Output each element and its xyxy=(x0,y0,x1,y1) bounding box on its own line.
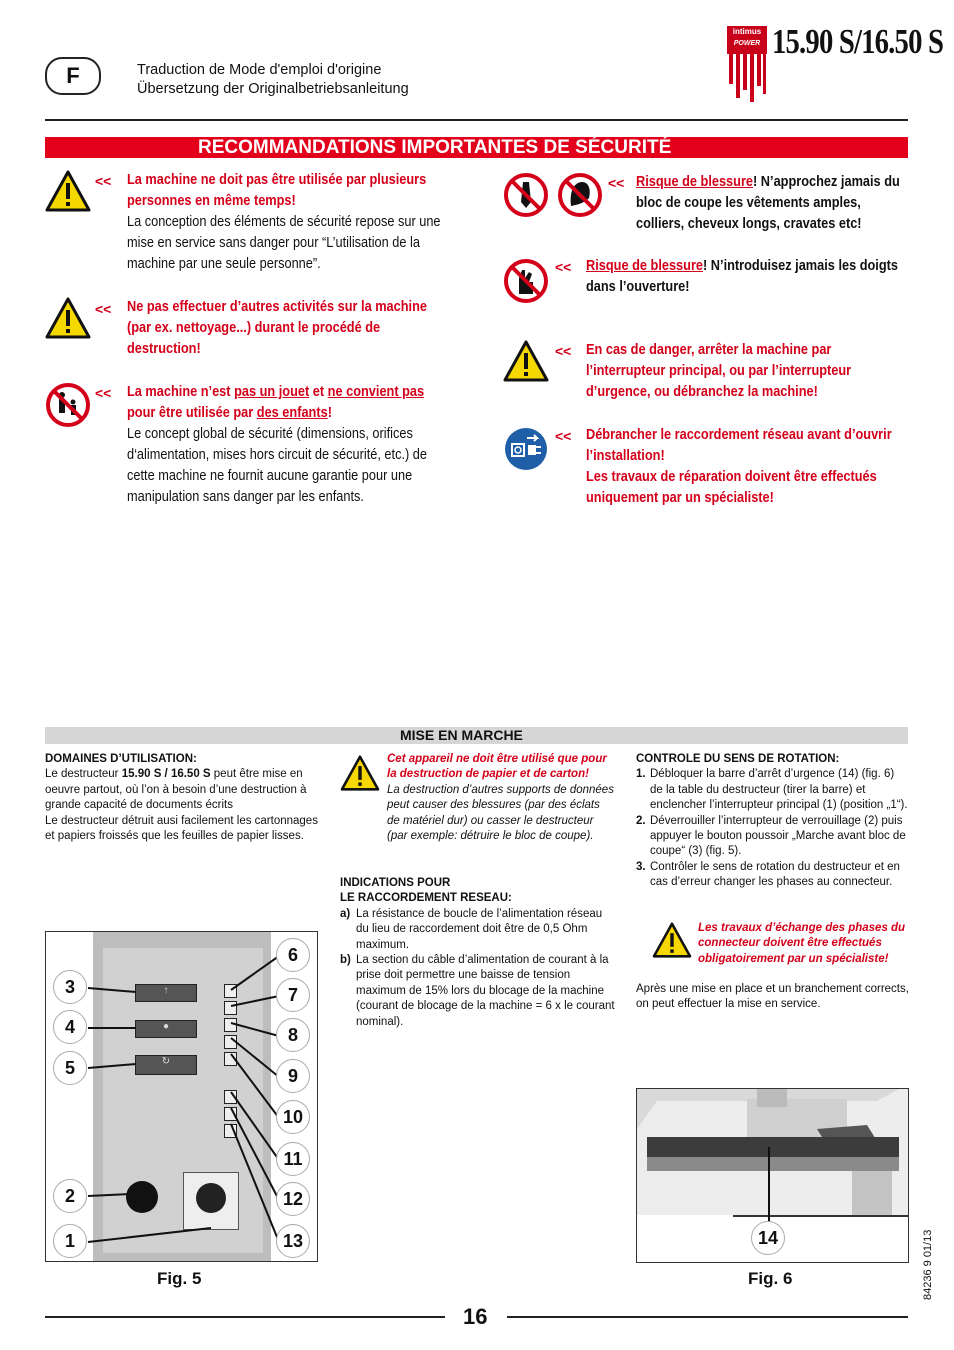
chevron-marker: << xyxy=(95,173,112,189)
right-warning-4a: Débrancher le raccordement réseau avant d’ouvrir l’installation! xyxy=(586,427,892,464)
chevron-marker: << xyxy=(555,259,572,275)
callout-5: 5 xyxy=(53,1051,87,1085)
right-warning-2 xyxy=(586,256,908,298)
list-text: Déverrouiller l’interrupteur de verrouillage (2) puis appuyer le bouton poussoir „Marche avant bloc de coupe“ (3) (fig. 5). xyxy=(650,814,906,858)
list-label: 1. xyxy=(636,768,646,781)
subtitle-line-2: Übersetzung der Originalbetriebsanleitung xyxy=(137,81,409,97)
right-warning-1 xyxy=(636,172,907,235)
no-hand-icon xyxy=(503,258,549,304)
warning-triangle-icon xyxy=(652,922,692,958)
callout-6: 6 xyxy=(276,938,310,972)
chevron-marker: << xyxy=(555,343,572,359)
header-rule xyxy=(45,119,908,121)
callout-4: 4 xyxy=(53,1010,87,1044)
warning-triangle-icon xyxy=(503,340,549,382)
right-warning-1-rest: ! N’approchez jamais du bloc de coupe les vêtements amples, colliers, cheveux longs, cravates etc! xyxy=(636,174,900,232)
network-section xyxy=(340,876,616,1030)
usage-p1-part: Le destructeur xyxy=(45,768,122,781)
page-number: 16 xyxy=(463,1304,488,1329)
network-item-a xyxy=(340,907,616,953)
shred-strips-icon xyxy=(727,54,767,106)
warning-3-part: La machine n’est xyxy=(127,384,235,400)
callout-3: 3 xyxy=(53,970,87,1004)
brand-sub: POWER xyxy=(733,40,761,47)
figure-6-label: Fig. 6 xyxy=(748,1269,793,1288)
list-label: a) xyxy=(340,907,351,920)
list-text: Débloquer la barre d’arrêt d’urgence (14) (fig. 6) de la table du destructeur (tirer la barre) et enclencher l’interrupteur principal (1) (position „1“). xyxy=(650,768,908,812)
callout-1: 1 xyxy=(53,1224,87,1258)
paper-only-warning xyxy=(387,752,615,844)
warning-2: Ne pas effectuer d’autres activités sur la machine (par ex. nettoyage...) durant le procédé de destruction! xyxy=(127,299,427,357)
chevron-marker: << xyxy=(555,428,572,444)
list-label: 2. xyxy=(636,814,646,827)
warning-3 xyxy=(127,382,450,508)
usage-p2: Le destructeur détruit ausi facilement les cartonnages et papiers froissés que les feuilles de papier lisses. xyxy=(45,814,318,843)
warning-3-title xyxy=(127,382,450,424)
list-label: 3. xyxy=(636,860,646,873)
right-warning-1-red: Risque de blessure xyxy=(636,174,754,190)
reverse-button[interactable]: ↻ xyxy=(135,1055,197,1075)
usage-p1-part: peut être mise en oeuvre partout, où l’on à besoin d’une destruction à grande capacité de documents écrits xyxy=(45,768,307,812)
rotation-title: CONTROLE DU SENS DE ROTATION: xyxy=(636,753,840,765)
no-children-icon xyxy=(45,382,91,428)
forward-button[interactable]: ↑ xyxy=(135,984,197,1002)
right-warning-2-rest: ! N’introduisez jamais les doigts dans l’ouverture! xyxy=(586,258,899,295)
no-long-hair-icon xyxy=(557,172,603,218)
footer-rule-left xyxy=(45,1316,445,1318)
usage-model: 15.90 S / 16.50 S xyxy=(121,768,211,781)
list-text: La résistance de boucle de l’alimentation réseau du lieu de raccordement doit être de 0,5 Ohm maximum. xyxy=(356,907,603,951)
callout-lines xyxy=(46,932,317,1261)
brand-name: intimus xyxy=(732,27,762,36)
network-title-2: LE RACCORDEMENT RESEAU: xyxy=(340,892,512,905)
right-warning-4b: Les travaux de réparation doivent être effectués uniquement par un spécialiste! xyxy=(586,469,877,506)
language-code: F xyxy=(66,63,80,88)
phase-warning: Les travaux d’échange des phases du connecteur doivent être effectués obligatoirement par un spécialiste! xyxy=(698,922,906,965)
section-title: MISE EN MARCHE xyxy=(45,727,908,744)
warning-3-part: ne convient pas xyxy=(327,384,425,400)
callout-10: 10 xyxy=(276,1100,310,1134)
model-title: 15.90 S/16.50 S xyxy=(772,22,944,61)
rotation-step-1 xyxy=(636,767,909,813)
warning-3-body: Le concept global de sécurité (dimensions, orifices d‘alimentation, mises hors circuit de sécurité, etc.) de cette machine ne fournit aucune garantie pour une manipulation sans danger par les enfants. xyxy=(127,426,427,505)
chevron-marker: << xyxy=(95,385,112,401)
document-code: 84236 9 01/13 xyxy=(922,1229,934,1300)
rotation-section xyxy=(636,752,909,891)
usage-section xyxy=(45,752,320,844)
figure-5-label: Fig. 5 xyxy=(157,1269,202,1288)
intimus-logo xyxy=(727,26,767,106)
callout-7: 7 xyxy=(276,978,310,1012)
warning-triangle-icon xyxy=(45,297,91,339)
list-text: La section du câble d’alimentation de courant à la prise doit permettre une baisse de tension maximum de 15% lors du blocage de la machine (courant de blocage de la machine = 6 x le courant nominal). xyxy=(356,954,615,1028)
warning-3-part: et xyxy=(309,384,328,400)
chevron-marker: << xyxy=(95,301,112,317)
paper-only-title: Cet appareil ne doit être utilisé que pour la destruction de papier et de carton! xyxy=(387,753,607,781)
network-title-1: INDICATIONS POUR xyxy=(340,877,451,889)
stop-button[interactable]: ● xyxy=(135,1020,197,1038)
footer-rule-right xyxy=(507,1316,908,1318)
rotation-after: Après une mise en place et un branchement corrects, on peut effectuer la mise en service. xyxy=(636,983,909,1011)
no-tie-icon xyxy=(503,172,549,218)
callout-9: 9 xyxy=(276,1059,310,1093)
list-text: Contrôler le sens de rotation du destructeur et en cas d’erreur changer les phases au connecteur. xyxy=(650,860,900,889)
paper-only-body: La destruction d’autres supports de données peut causer des blessures (par des éclats de matériel dur) ou casser le destructeur (par exemple: détruire le bloc de coupe). xyxy=(387,783,614,843)
right-warning-2-red: Risque de blessure xyxy=(586,258,704,274)
safety-banner: RECOMMANDATIONS IMPORTANTES DE SÉCURITÉ xyxy=(45,137,908,158)
chevron-marker: << xyxy=(608,175,625,191)
callout-14: 14 xyxy=(751,1221,785,1255)
warning-triangle-icon xyxy=(45,170,91,212)
usage-p1 xyxy=(45,767,320,813)
list-label: b) xyxy=(340,954,351,967)
subtitle-line-1: Traduction de Mode d'emploi d'origine xyxy=(137,62,382,78)
callout-11: 11 xyxy=(276,1142,310,1176)
network-item-b xyxy=(340,953,616,1030)
rotation-step-2 xyxy=(636,814,909,860)
warning-3-part: pour être utilisée par xyxy=(127,405,257,421)
warning-triangle-icon xyxy=(340,755,380,791)
callout-2: 2 xyxy=(53,1179,87,1213)
rotation-step-3 xyxy=(636,860,909,891)
warning-1 xyxy=(127,170,450,275)
warning-1-body: La conception des éléments de sécurité repose sur une mise en service sans danger pour “L’utilisation de la machine par une seule personne”. xyxy=(127,214,441,272)
header-subtitle xyxy=(137,61,409,99)
warning-3-part: des enfants xyxy=(256,405,328,421)
right-warning-3: En cas de danger, arrêter la machine par l’interrupteur principal, ou par l’interrupteur d’urgence, ou débranchez la machine! xyxy=(586,342,852,400)
right-warning-4 xyxy=(586,425,908,509)
language-badge xyxy=(45,57,101,95)
callout-13: 13 xyxy=(276,1224,310,1258)
callout-8: 8 xyxy=(276,1018,310,1052)
warning-3-part: pas un jouet xyxy=(234,384,310,400)
unplug-icon xyxy=(503,426,549,472)
warning-3-part: ! xyxy=(327,405,332,421)
usage-title: DOMAINES D’UTILISATION: xyxy=(45,753,197,765)
callout-12: 12 xyxy=(276,1182,310,1216)
warning-1-title: La machine ne doit pas être utilisée par plusieurs personnes en même temps! xyxy=(127,172,427,209)
